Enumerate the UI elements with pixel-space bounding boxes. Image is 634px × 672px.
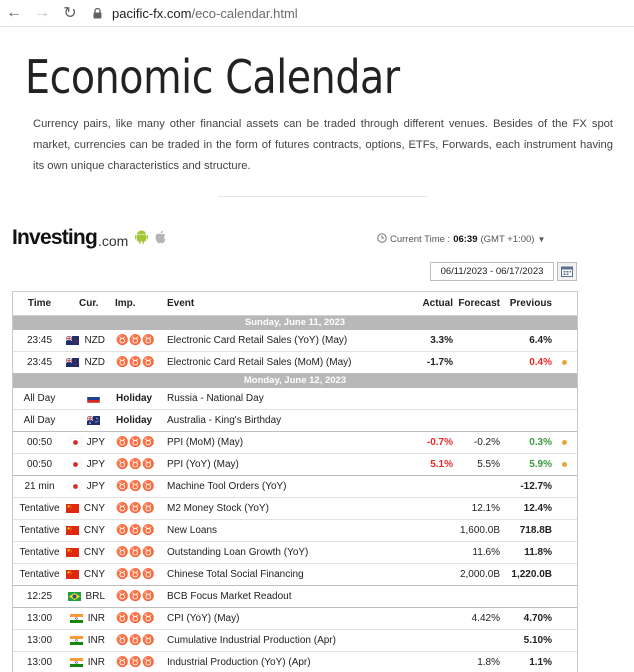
flag-jp-icon [69, 438, 82, 447]
address-bar[interactable] [90, 6, 298, 21]
calendar-icon[interactable] [557, 262, 577, 281]
header-importance[interactable]: Imp. [115, 298, 136, 309]
revision-cell [552, 462, 577, 467]
bull-icon: ♉ [142, 356, 155, 368]
importance-rating [110, 548, 165, 558]
event-row[interactable] [13, 520, 577, 542]
revision-cell [552, 440, 577, 445]
flag-cn-icon [66, 504, 79, 513]
event-row[interactable] [13, 586, 577, 608]
event-row[interactable] [13, 454, 577, 476]
bull-icon: ♉ [116, 502, 129, 514]
currency-code: INR [87, 635, 105, 646]
event-time: Tentative [19, 569, 60, 580]
forward-arrow-icon[interactable]: → [34, 4, 50, 21]
page-title: Economic Calendar [25, 50, 400, 104]
importance-rating [110, 504, 165, 514]
flag-jp-icon [69, 460, 82, 469]
event-time: Tentative [19, 547, 60, 558]
event-currency [66, 503, 110, 514]
importance-rating [110, 592, 165, 602]
bull-icon: ♉ [116, 480, 129, 492]
event-currency [66, 613, 110, 624]
event-time: 00:50 [26, 437, 53, 448]
event-currency [66, 547, 110, 558]
currency-code: CNY [83, 503, 105, 514]
event-forecast: -0.2% [473, 437, 500, 448]
bull-icon: ♉ [142, 612, 155, 624]
event-previous: 5.10% [523, 635, 552, 646]
event-forecast: 12.1% [471, 503, 500, 514]
bull-icon: ♉ [116, 334, 129, 346]
bull-icon: ♉ [142, 502, 155, 514]
clock-icon [377, 233, 387, 246]
bull-icon: ♉ [129, 634, 142, 646]
event-forecast: 5.5% [477, 459, 500, 470]
event-previous: 6.4% [529, 335, 552, 346]
day-header: Monday, June 12, 2023 [13, 374, 577, 388]
bull-icon: ♉ [129, 546, 142, 558]
event-row[interactable] [13, 352, 577, 374]
event-currency [66, 525, 110, 536]
event-currency [66, 591, 110, 602]
date-range-input[interactable]: 06/11/2023 - 06/17/2023 [430, 262, 554, 281]
event-forecast: 1.8% [477, 657, 500, 668]
event-name[interactable]: Electronic Card Retail Sales (MoM) (May) [167, 357, 352, 368]
bull-icon: ♉ [116, 656, 129, 668]
event-previous: 12.4% [523, 503, 552, 514]
event-previous: 0.3% [529, 437, 552, 448]
bull-icon: ♉ [129, 590, 142, 602]
event-name[interactable]: Cumulative Industrial Production (Apr) [167, 635, 336, 646]
header-previous[interactable]: Previous [509, 298, 552, 309]
event-forecast: 4.42% [471, 613, 500, 624]
bull-icon: ♉ [116, 612, 129, 624]
event-name[interactable]: PPI (YoY) (May) [167, 459, 239, 470]
event-previous: 718.8B [519, 525, 552, 536]
chevron-down-icon: ▼ [537, 235, 546, 244]
bull-icon: ♉ [129, 612, 142, 624]
header-forecast[interactable]: Forecast [458, 298, 500, 309]
currency-code: INR [87, 657, 105, 668]
flag-cn-icon [66, 526, 79, 535]
event-currency [66, 459, 110, 470]
timezone-label: (GMT +1:00) [480, 234, 535, 245]
bull-icon: ♉ [142, 436, 155, 448]
flag-ru-icon [87, 394, 100, 403]
event-previous: 5.9% [529, 459, 552, 470]
bull-icon: ♉ [129, 568, 142, 580]
flag-in-icon [70, 614, 83, 623]
event-time: 21 min [24, 481, 55, 492]
url-host: pacific-fx.com [112, 5, 192, 21]
event-row[interactable] [13, 542, 577, 564]
bull-icon: ♉ [129, 436, 142, 448]
currency-code: CNY [83, 547, 105, 558]
revision-cell [552, 360, 577, 365]
event-name[interactable]: BCB Focus Market Readout [167, 591, 292, 602]
currency-code: JPY [86, 437, 105, 448]
event-name[interactable]: Russia - National Day [167, 393, 264, 404]
event-forecast: 1,600.0B [459, 525, 500, 536]
flag-nz-icon [66, 336, 79, 345]
lock-icon [90, 6, 104, 20]
header-currency[interactable]: Cur. [79, 298, 99, 309]
bull-icon: ♉ [116, 524, 129, 536]
event-row[interactable] [13, 498, 577, 520]
bull-icon: ♉ [129, 480, 142, 492]
bull-icon: ♉ [142, 458, 155, 470]
current-time-selector[interactable] [377, 233, 545, 246]
header-actual[interactable]: Actual [422, 298, 453, 309]
currency-code: JPY [86, 459, 105, 470]
event-row[interactable] [13, 476, 577, 498]
economic-calendar-table [12, 291, 578, 672]
android-icon[interactable] [135, 230, 148, 249]
browser-toolbar [0, 0, 634, 27]
bull-icon: ♉ [142, 524, 155, 536]
revised-indicator-icon [562, 462, 567, 467]
reload-icon[interactable]: ↻ [63, 5, 77, 22]
revised-indicator-icon [562, 360, 567, 365]
logo-suffix: .com [97, 232, 129, 249]
event-forecast: 11.6% [472, 547, 500, 558]
bull-icon: ♉ [116, 436, 129, 448]
table-header [13, 292, 577, 316]
intro-paragraph: Currency pairs, like many other financial assets can be traded through different venues. Besides of the FX spot market, currencies can be traded in the form of futures contracts, options, ETFs, Forwards, each instrument having its own unique characteristics and structure. [33, 118, 613, 172]
bull-icon: ♉ [142, 634, 155, 646]
bull-icon: ♉ [116, 568, 129, 580]
bull-icon: ♉ [142, 546, 155, 558]
currency-code: INR [87, 613, 105, 624]
event-time: 13:00 [26, 657, 53, 668]
event-time: Tentative [19, 503, 60, 514]
event-row[interactable] [13, 432, 577, 454]
day-header: Sunday, June 11, 2023 [13, 316, 577, 330]
event-time: 00:50 [26, 459, 53, 470]
importance-rating [110, 614, 165, 624]
bull-icon: ♉ [129, 458, 142, 470]
event-actual: 5.1% [430, 459, 453, 470]
section-divider [218, 196, 428, 197]
importance-rating [110, 658, 165, 668]
bull-icon: ♉ [116, 458, 129, 470]
event-name[interactable]: CPI (YoY) (May) [167, 613, 240, 624]
event-time: 13:00 [26, 613, 53, 624]
event-name[interactable]: Industrial Production (YoY) (Apr) [167, 657, 311, 668]
bull-icon: ♉ [116, 546, 129, 558]
importance-rating [110, 336, 165, 346]
event-name[interactable]: Electronic Card Retail Sales (YoY) (May) [167, 335, 348, 346]
event-previous: 1,220.0B [511, 569, 552, 580]
apple-icon[interactable] [155, 230, 166, 249]
event-currency [66, 657, 110, 668]
logo-brand: Investing [12, 226, 97, 249]
flag-jp-icon [69, 482, 82, 491]
event-actual: -0.7% [426, 437, 453, 448]
event-time: 23:45 [26, 335, 53, 346]
event-currency [66, 437, 110, 448]
event-time: 12:25 [26, 591, 53, 602]
flag-in-icon [70, 636, 83, 645]
bull-icon: ♉ [129, 656, 142, 668]
event-name[interactable]: New Loans [167, 525, 218, 536]
event-row[interactable] [13, 608, 577, 630]
bull-icon: ♉ [142, 568, 155, 580]
bull-icon: ♉ [116, 590, 129, 602]
event-previous: 0.4% [529, 357, 552, 368]
currency-code: JPY [86, 481, 105, 492]
event-currency [66, 635, 110, 646]
event-previous: 1.1% [529, 657, 552, 668]
bull-icon: ♉ [116, 634, 129, 646]
event-row[interactable] [13, 410, 577, 432]
flag-cn-icon [66, 570, 79, 579]
header-time[interactable]: Time [27, 298, 52, 309]
flag-in-icon [70, 658, 83, 667]
event-previous: -12.7% [520, 481, 552, 492]
holiday-label: Holiday [116, 415, 153, 426]
currency-code: BRL [85, 591, 105, 602]
flag-cn-icon [66, 548, 79, 557]
url-path: /eco-calendar.html [191, 5, 298, 21]
current-time-label: Current Time : [390, 234, 451, 245]
flag-au-icon [87, 416, 100, 425]
revised-indicator-icon [562, 440, 567, 445]
importance-rating [110, 570, 165, 580]
event-previous: 11.8% [524, 547, 552, 558]
bull-icon: ♉ [142, 590, 155, 602]
event-name[interactable]: Machine Tool Orders (YoY) [167, 481, 287, 492]
header-event[interactable]: Event [167, 298, 195, 309]
event-actual: -1.7% [426, 357, 453, 368]
event-currency [66, 394, 110, 403]
holiday-label: Holiday [116, 393, 153, 404]
event-row[interactable] [13, 652, 577, 672]
event-actual: 3.3% [430, 335, 453, 346]
event-row[interactable] [13, 330, 577, 352]
bull-icon: ♉ [116, 356, 129, 368]
event-name[interactable]: Chinese Total Social Financing [167, 569, 304, 580]
bull-icon: ♉ [142, 656, 155, 668]
event-previous: 4.70% [523, 613, 552, 624]
event-currency [66, 569, 110, 580]
importance-rating [110, 460, 165, 470]
investing-logo[interactable] [12, 226, 166, 250]
event-currency [66, 481, 110, 492]
event-row[interactable] [13, 630, 577, 652]
bull-icon: ♉ [129, 334, 142, 346]
event-time: 13:00 [26, 635, 53, 646]
currency-code: NZD [84, 335, 105, 346]
importance-rating [110, 482, 165, 492]
bull-icon: ♉ [142, 334, 155, 346]
importance-rating [110, 358, 165, 368]
event-row[interactable] [13, 388, 577, 410]
importance-rating [110, 526, 165, 536]
event-name[interactable]: Outstanding Loan Growth (YoY) [167, 547, 309, 558]
event-currency [66, 416, 110, 425]
event-time: All Day [23, 415, 56, 426]
bull-icon: ♉ [129, 502, 142, 514]
flag-br-icon [68, 592, 81, 601]
bull-icon: ♉ [142, 480, 155, 492]
currency-code: CNY [83, 569, 105, 580]
bull-icon: ♉ [129, 356, 142, 368]
event-name[interactable]: M2 Money Stock (YoY) [167, 503, 269, 514]
back-arrow-icon[interactable]: ← [6, 4, 22, 21]
event-forecast: 2,000.0B [459, 569, 500, 580]
bull-icon: ♉ [129, 524, 142, 536]
event-time: Tentative [19, 525, 60, 536]
flag-nz-icon [66, 358, 79, 367]
importance-rating [110, 636, 165, 646]
event-time: 23:45 [26, 357, 53, 368]
currency-code: NZD [84, 357, 105, 368]
currency-code: CNY [83, 525, 105, 536]
event-currency [66, 335, 110, 346]
event-currency [66, 357, 110, 368]
event-row[interactable] [13, 564, 577, 586]
event-time: All Day [23, 393, 56, 404]
importance-rating [110, 438, 165, 448]
event-name[interactable]: Australia - King's Birthday [167, 415, 282, 426]
event-name[interactable]: PPI (MoM) (May) [167, 437, 244, 448]
current-time-value: 06:39 [453, 234, 478, 245]
